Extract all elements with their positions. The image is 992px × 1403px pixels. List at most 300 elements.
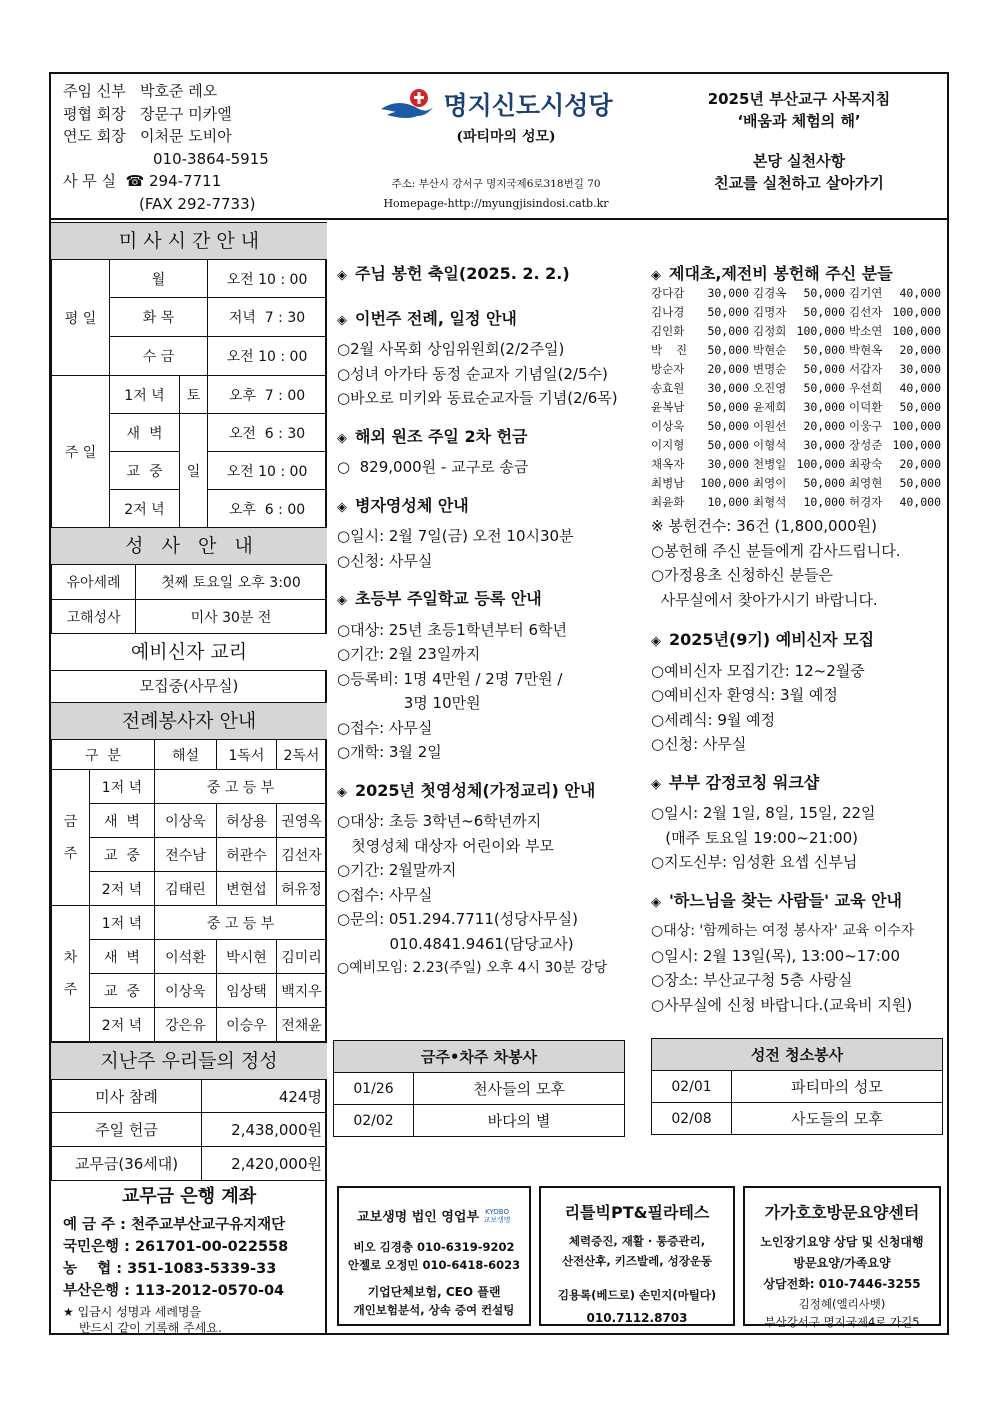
news-line: (매주 토요일 19:00~21:00) bbox=[651, 828, 859, 847]
cleaning-service-table bbox=[651, 1038, 943, 1135]
pastoral-title: 2025년 부산교구 사목지침 bbox=[707, 90, 891, 108]
pastoral-theme: ‘배움과 체험의 해’ bbox=[737, 112, 861, 130]
news-line: ○예비신자 환영식: 3월 예정 bbox=[651, 686, 838, 704]
bank-list bbox=[63, 1214, 325, 1336]
church-logo bbox=[341, 86, 651, 122]
donor-amount: 20,000 bbox=[803, 419, 845, 433]
role: 주임 신부 bbox=[63, 82, 126, 100]
donor-name: 이형석 bbox=[753, 438, 787, 452]
mass-table bbox=[51, 259, 327, 528]
news-line: ○개학: 3월 2일 bbox=[337, 743, 442, 761]
service-date: 01/26 bbox=[334, 1073, 414, 1105]
mass-time: 오전 6 : 30 bbox=[208, 414, 327, 452]
ad-title: 가가호호방문요양센터 bbox=[764, 1203, 920, 1222]
donor-name: 이웅구 bbox=[849, 419, 883, 433]
bank-name: 부산은행 : bbox=[63, 1283, 130, 1299]
donor-row bbox=[651, 493, 947, 512]
donor-name: 김인화 bbox=[651, 324, 685, 338]
donor-name: 송효원 bbox=[651, 381, 685, 395]
office-row bbox=[63, 170, 333, 193]
reader-2: 허유정 bbox=[276, 872, 326, 906]
liturgy-mass: 교 중 bbox=[90, 838, 155, 872]
news-title-text: 주님 봉헌 축일(2025. 2. 2.) bbox=[355, 264, 570, 283]
this-week-label: 금 주 bbox=[52, 770, 90, 906]
name: 박호준 레오 bbox=[140, 82, 218, 100]
news-line: ○예비신자 모집기간: 12~2월중 bbox=[651, 661, 865, 680]
news-line: ○지도신부: 임성환 요셉 신부님 bbox=[651, 853, 858, 871]
diamond-icon: ◈ bbox=[337, 499, 347, 515]
donor-amount: 50,000 bbox=[803, 286, 845, 300]
news-line: ○예비모임: 2.23(주일) 오후 4시 30분 강당 bbox=[337, 960, 608, 976]
mass-time: 오후 7 : 00 bbox=[208, 376, 327, 414]
donor-amount: 30,000 bbox=[707, 381, 749, 395]
bank-note: 반드시 같이 기록해 주세요. bbox=[79, 1321, 222, 1335]
ad-text: 산전산후, 키즈발레, 성장운동 bbox=[561, 1254, 713, 1268]
sacrament-name: 고해성사 bbox=[52, 600, 136, 635]
bank-row bbox=[63, 1236, 325, 1258]
donor-name: 이상욱 bbox=[651, 419, 685, 433]
header bbox=[51, 74, 947, 220]
ad-title: 교보생명 법인 영업부 bbox=[356, 1210, 480, 1225]
reader-2: 김선자 bbox=[276, 838, 326, 872]
news-title bbox=[651, 889, 947, 916]
news-title bbox=[337, 494, 637, 521]
donor-name: 박 진 bbox=[651, 343, 688, 357]
offering-title: 지난주 우리들의 정성 bbox=[51, 1042, 327, 1080]
news-title bbox=[337, 307, 637, 334]
diamond-icon: ◈ bbox=[651, 894, 661, 910]
donor-amount: 20,000 bbox=[899, 457, 941, 471]
mass-name: 1저 녁 bbox=[110, 376, 180, 414]
diamond-icon: ◈ bbox=[337, 784, 347, 800]
mass-title: 미 사 시 간 안 내 bbox=[51, 222, 327, 260]
bank-note: ★ 입금시 성명과 세례명을 bbox=[63, 1305, 202, 1319]
liturgy-table bbox=[51, 739, 327, 1042]
news-line: ○일시: 2월 13일(목), 13:00~17:00 bbox=[651, 946, 901, 965]
donor-name: 장성준 bbox=[849, 438, 883, 452]
mass-name: 2저 녁 bbox=[110, 490, 180, 528]
reader-1: 허관수 bbox=[216, 838, 276, 872]
next-week-label: 차 주 bbox=[52, 906, 90, 1042]
service-group: 사도들의 모후 bbox=[732, 1103, 943, 1135]
bank-row bbox=[63, 1258, 325, 1280]
bank-name: 국민은행 : bbox=[63, 1239, 130, 1255]
donor-amount: 50,000 bbox=[899, 400, 941, 414]
mass-name: 교 중 bbox=[110, 452, 180, 490]
name: 이처문 도비아 bbox=[140, 127, 232, 145]
office-phone: ☎ 294-7711 bbox=[125, 172, 222, 190]
donor-name: 윤복남 bbox=[651, 400, 685, 414]
reader-1: 이승우 bbox=[216, 1008, 276, 1042]
car-service-table bbox=[333, 1040, 625, 1137]
news-title-text: 부부 감정코칭 워크샵 bbox=[669, 772, 820, 792]
donor-list bbox=[651, 284, 947, 512]
news-title-text: 해외 원조 주일 2차 헌금 bbox=[355, 426, 528, 446]
donor-amount: 50,000 bbox=[803, 381, 845, 395]
donor-row bbox=[651, 474, 947, 493]
donor-amount: 30,000 bbox=[899, 362, 941, 376]
news-line: 3명 10만원 bbox=[337, 694, 481, 712]
news-title bbox=[651, 771, 947, 798]
fax: (FAX 292-7733) bbox=[139, 194, 256, 213]
offering-name: 주일 헌금 bbox=[52, 1113, 202, 1147]
donor-name: 최윤화 bbox=[651, 495, 685, 509]
donor-amount: 50,000 bbox=[707, 324, 749, 338]
offering-value: 424명 bbox=[202, 1080, 327, 1113]
donor-amount: 100,000 bbox=[700, 476, 749, 490]
liturgy-mass: 교 중 bbox=[90, 974, 155, 1008]
reader-1: 허상용 bbox=[216, 804, 276, 838]
diamond-icon: ◈ bbox=[337, 268, 347, 283]
offering-name: 교무금(36세대) bbox=[52, 1147, 202, 1181]
bank-account: 351-1083-5339-33 bbox=[127, 1261, 277, 1277]
news-title-text: 초등부 주일학교 등록 안내 bbox=[355, 589, 542, 608]
donor-name: 박현순 bbox=[753, 343, 787, 357]
donor-amount: 50,000 bbox=[707, 305, 749, 319]
service-group: 바다의 별 bbox=[414, 1105, 625, 1137]
news-line: 첫영성체 대상자 어린이와 부모 bbox=[337, 836, 554, 855]
donor-name: 강다감 bbox=[651, 286, 685, 300]
news-line: ○가정용초 신청하신 분들은 bbox=[651, 566, 834, 584]
donor-amount: 100,000 bbox=[892, 324, 941, 338]
donor-name: 윤제희 bbox=[753, 400, 787, 414]
donor-amount: 30,000 bbox=[803, 438, 845, 452]
bank-row bbox=[63, 1214, 325, 1236]
catechumen-value: 모집중(사무실) bbox=[51, 670, 327, 703]
bulletin-page bbox=[49, 72, 949, 1335]
donor-amount: 100,000 bbox=[892, 419, 941, 433]
donor-amount: 50,000 bbox=[707, 419, 749, 433]
donor-amount: 100,000 bbox=[892, 305, 941, 319]
reader-2: 전채윤 bbox=[276, 1008, 326, 1042]
ad-address: 부산강서구 명지국제4로 가길5 bbox=[764, 1315, 920, 1329]
liturgy-mass: 새 벽 bbox=[90, 804, 155, 838]
ad-title: 리틀빅PT&필라테스 bbox=[564, 1203, 710, 1222]
donor-name: 우선희 bbox=[849, 381, 883, 395]
liturgy-header: 2독서 bbox=[276, 740, 326, 770]
commentator: 김태린 bbox=[154, 872, 216, 906]
donor-amount: 50,000 bbox=[707, 343, 749, 357]
news-left-column bbox=[337, 262, 637, 981]
donor-row bbox=[651, 303, 947, 322]
mass-time: 저녁 7 : 30 bbox=[208, 298, 327, 337]
donor-amount: 30,000 bbox=[707, 286, 749, 300]
practice-text: 친교를 실천하고 살아가기 bbox=[714, 174, 884, 192]
liturgy-mass: 1저 녁 bbox=[90, 770, 155, 804]
news-line: ○일시: 2월 1일, 8일, 15일, 22일 bbox=[651, 804, 876, 822]
news-line: ○사무실에 신청 바랍니다.(교육비 지원) bbox=[651, 995, 913, 1014]
liturgy-mass: 1저 녁 bbox=[90, 906, 155, 940]
sunday-label: 주 일 bbox=[52, 376, 110, 528]
church-homepage[interactable]: Homepage-http://myungjisindosi.catb.kr bbox=[383, 197, 609, 210]
bank-name: 농 협 : bbox=[63, 1261, 123, 1277]
donor-name: 최병남 bbox=[651, 476, 685, 490]
donor-name: 박현옥 bbox=[849, 343, 883, 357]
donor-name: 서갑자 bbox=[849, 362, 883, 376]
ad-text: 노인장기요양 상담 및 신청대행 bbox=[760, 1235, 924, 1249]
donor-name: 이지형 bbox=[651, 438, 685, 452]
mass-time: 오전 10 : 00 bbox=[208, 260, 327, 298]
sacrament-time: 미사 30분 전 bbox=[136, 600, 327, 635]
ad-pilates bbox=[539, 1186, 735, 1326]
news-line: ○문의: 051.294.7711(성당사무실) bbox=[337, 910, 579, 928]
news-line: 010.4841.9461(담당교사) bbox=[337, 934, 574, 953]
staff-phone: 010-3864-5915 bbox=[153, 149, 269, 168]
bank-name: 예 금 주 : bbox=[63, 1217, 126, 1233]
liturgy-youth: 중 고 등 부 bbox=[154, 906, 326, 940]
mass-time: 오전 10 : 00 bbox=[208, 337, 327, 376]
donor-amount: 100,000 bbox=[892, 438, 941, 452]
donor-amount: 20,000 bbox=[899, 343, 941, 357]
sacrament-table bbox=[51, 564, 327, 635]
news-line: ○성녀 아가타 동정 순교자 기념일(2/5수) bbox=[337, 364, 608, 383]
donor-amount: 50,000 bbox=[707, 438, 749, 452]
bank-title: 교무금 은행 계좌 bbox=[121, 1186, 257, 1207]
news-line: ○장소: 부산교구청 5층 사랑실 bbox=[651, 971, 853, 989]
church-emblem-icon bbox=[379, 87, 435, 121]
donor-amount: 50,000 bbox=[803, 476, 845, 490]
news-line: ○등록비: 1명 4만원 / 2명 7만원 / bbox=[337, 669, 563, 688]
news-line: ○세례식: 9월 예정 bbox=[651, 710, 776, 729]
donor-name: 천병일 bbox=[753, 457, 787, 471]
donor-row bbox=[651, 360, 947, 379]
liturgy-youth: 중 고 등 부 bbox=[154, 770, 326, 804]
commentator: 이상욱 bbox=[154, 974, 216, 1008]
news-line: ○봉헌해 주신 분들에게 감사드립니다. bbox=[651, 541, 901, 560]
commentator: 이석환 bbox=[154, 940, 216, 974]
news-title-text: 이번주 전례, 일정 안내 bbox=[355, 308, 517, 328]
sacrament-name: 유아세례 bbox=[52, 565, 136, 600]
news-line: ○기간: 2월 23일까지 bbox=[337, 645, 481, 663]
liturgy-header: 구 분 bbox=[52, 740, 155, 770]
news-title bbox=[337, 262, 637, 289]
ad-contact: 비오 김경충 010-6319-9202 bbox=[353, 1240, 515, 1254]
staff-row bbox=[63, 103, 333, 126]
commentator: 이상욱 bbox=[154, 804, 216, 838]
role: 평협 회장 bbox=[63, 104, 126, 123]
donor-row bbox=[651, 436, 947, 455]
offering-value: 2,438,000원 bbox=[202, 1113, 327, 1147]
news-title-text: 제대초,제전비 봉헌해 주신 분들 bbox=[669, 264, 893, 283]
ad-contact: 김용록(베드로) 손민지(마틸다) bbox=[557, 1288, 717, 1302]
header-center bbox=[341, 86, 651, 210]
donor-row bbox=[651, 417, 947, 436]
diamond-icon: ◈ bbox=[337, 593, 347, 608]
news-line: ○접수: 사무실 bbox=[337, 718, 433, 737]
header-pastoral bbox=[651, 88, 947, 194]
reader-1: 박시현 bbox=[216, 940, 276, 974]
donor-row bbox=[651, 341, 947, 360]
donor-amount: 40,000 bbox=[899, 286, 941, 300]
bank-account: 261701-00-022558 bbox=[134, 1239, 289, 1255]
news-line: ○기간: 2월말까지 bbox=[337, 861, 457, 879]
left-column bbox=[51, 222, 327, 1335]
liturgy-header: 해설 bbox=[154, 740, 216, 770]
donor-row bbox=[651, 455, 947, 474]
donor-name: 김선자 bbox=[849, 305, 883, 319]
ad-contact: 김정혜(엘리사벳) bbox=[798, 1297, 886, 1311]
donor-amount: 50,000 bbox=[707, 400, 749, 414]
bank-account: 천주교부산교구유지재단 bbox=[131, 1217, 286, 1233]
donor-amount: 100,000 bbox=[796, 324, 845, 338]
reader-1: 임상택 bbox=[216, 974, 276, 1008]
news-line: ○접수: 사무실 bbox=[337, 885, 433, 904]
service-group: 파티마의 성모 bbox=[732, 1071, 943, 1103]
reader-2: 김미리 bbox=[276, 940, 326, 974]
ad-kyobo-header bbox=[339, 1206, 529, 1225]
donor-name: 이원선 bbox=[753, 419, 787, 433]
sacrament-time: 첫째 토요일 오후 3:00 bbox=[136, 565, 327, 600]
donor-amount: 50,000 bbox=[803, 305, 845, 319]
news-title-text: '하느님을 찾는 사람들' 교육 안내 bbox=[669, 890, 903, 910]
news-title bbox=[337, 587, 637, 614]
donor-amount: 30,000 bbox=[803, 400, 845, 414]
donor-name: 변명순 bbox=[753, 362, 787, 376]
mass-time: 오전 10 : 00 bbox=[208, 452, 327, 490]
reader-1: 변현섭 bbox=[216, 872, 276, 906]
service-date: 02/01 bbox=[652, 1071, 732, 1103]
practice-title: 본당 실천사항 bbox=[752, 152, 846, 170]
news-line: ○대상: '함께하는 여정 봉사자' 교육 이수자 bbox=[651, 923, 915, 939]
news-line: ○바오로 미키와 동료순교자들 기념(2/6목) bbox=[337, 389, 618, 407]
ad-text: 기업단체보험, CEO 플랜 bbox=[367, 1285, 501, 1299]
donor-amount: 20,000 bbox=[707, 362, 749, 376]
donor-name: 채옥자 bbox=[651, 457, 685, 471]
church-subtitle: (파티마의 성모) bbox=[456, 129, 556, 145]
donor-amount: 50,000 bbox=[803, 343, 845, 357]
donor-row bbox=[651, 284, 947, 303]
cleaning-title: 성전 청소봉사 bbox=[652, 1039, 943, 1071]
liturgy-mass: 2저 녁 bbox=[90, 872, 155, 906]
mass-day: 월 bbox=[110, 260, 208, 298]
donor-name: 최형석 bbox=[753, 495, 787, 509]
donor-name: 김정희 bbox=[753, 324, 787, 338]
mass-day: 화 목 bbox=[110, 298, 208, 337]
donor-row bbox=[651, 322, 947, 341]
commentator: 강은유 bbox=[154, 1008, 216, 1042]
weekday-label: 평 일 bbox=[52, 260, 110, 376]
offering-value: 2,420,000원 bbox=[202, 1147, 327, 1181]
news-title bbox=[651, 628, 947, 655]
office-label: 사 무 실 bbox=[63, 172, 117, 190]
staff-row bbox=[63, 125, 333, 148]
donor-amount: 30,000 bbox=[707, 457, 749, 471]
donor-name: 박소연 bbox=[849, 324, 883, 338]
sat-label: 토 bbox=[180, 376, 208, 414]
donor-amount: 40,000 bbox=[899, 381, 941, 395]
donor-name: 김기연 bbox=[849, 286, 883, 300]
sacrament-title: 성 사 안 내 bbox=[51, 527, 327, 565]
name: 장문구 미카엘 bbox=[140, 104, 232, 123]
donor-amount: 50,000 bbox=[899, 476, 941, 490]
ad-phone: 상담전화: 010-7446-3255 bbox=[763, 1277, 921, 1291]
ad-care-center bbox=[743, 1186, 941, 1329]
donor-amount: 10,000 bbox=[707, 495, 749, 509]
mass-name: 새 벽 bbox=[110, 414, 180, 452]
donor-row bbox=[651, 379, 947, 398]
news-line: ○대상: 초등 3학년~6학년까지 bbox=[337, 812, 542, 830]
news-right-column-lower bbox=[651, 514, 947, 1017]
diamond-icon: ◈ bbox=[337, 430, 347, 446]
bank-account: 113-2012-0570-04 bbox=[134, 1283, 285, 1299]
donor-amount: 50,000 bbox=[803, 362, 845, 376]
news-line: ○신청: 사무실 bbox=[651, 735, 747, 753]
donor-name: 방순자 bbox=[651, 362, 685, 376]
donor-name: 허경자 bbox=[849, 495, 883, 509]
donor-amount: 10,000 bbox=[803, 495, 845, 509]
news-title-text: 2025년(9기) 예비신자 모집 bbox=[669, 630, 875, 649]
ad-text: 방문요양/가족요양 bbox=[793, 1256, 891, 1270]
diamond-icon: ◈ bbox=[651, 268, 661, 283]
ad-text: 체력증진, 재활 · 통증관리, bbox=[568, 1234, 706, 1248]
news-line: ○2월 사목회 상임위원회(2/2주일) bbox=[337, 340, 565, 358]
liturgy-mass: 새 벽 bbox=[90, 940, 155, 974]
donor-name: 최영이 bbox=[753, 476, 787, 490]
ad-phone: 010.7112.8703 bbox=[586, 1311, 688, 1325]
diamond-icon: ◈ bbox=[651, 776, 661, 792]
news-line: ○신청: 사무실 bbox=[337, 551, 433, 570]
offering-name: 미사 참례 bbox=[52, 1080, 202, 1113]
catechumen-title: 예비신자 교리 bbox=[51, 633, 327, 671]
donor-name: 오진영 bbox=[753, 381, 787, 395]
diamond-icon: ◈ bbox=[651, 634, 661, 649]
church-address: 주소: 부산시 강서구 명지국제6로318번길 70 bbox=[391, 178, 601, 190]
mass-day: 수 금 bbox=[110, 337, 208, 376]
donor-row bbox=[651, 398, 947, 417]
commentator: 전수남 bbox=[154, 838, 216, 872]
donation-count: ※ 봉헌건수: 36건 (1,800,000원) bbox=[651, 517, 877, 535]
staff-row bbox=[63, 80, 333, 103]
news-title-text: 2025년 첫영성체(가정교리) 안내 bbox=[355, 780, 596, 800]
news-line: 사무실에서 찾아가시기 바랍니다. bbox=[651, 590, 878, 609]
donor-name: 김나경 bbox=[651, 305, 685, 319]
donor-amount: 40,000 bbox=[899, 495, 941, 509]
donor-name: 최영현 bbox=[849, 476, 883, 490]
donor-name: 김명자 bbox=[753, 305, 787, 319]
ad-contact: 안젤로 오정민 010-6418-6023 bbox=[347, 1258, 521, 1272]
car-title: 금주•차주 차봉사 bbox=[334, 1041, 625, 1073]
church-name: 명지신도시성당 bbox=[443, 91, 613, 120]
news-line: ○ 829,000원 - 교구로 송금 bbox=[337, 458, 529, 476]
donor-name: 김경옥 bbox=[753, 286, 787, 300]
service-date: 02/08 bbox=[652, 1103, 732, 1135]
news-title-text: 병자영성체 안내 bbox=[355, 495, 469, 515]
news-title bbox=[337, 425, 637, 452]
service-date: 02/02 bbox=[334, 1105, 414, 1137]
offering-table bbox=[51, 1079, 327, 1181]
kyobo-logo: KYOBO 교보생명 bbox=[483, 1207, 511, 1224]
role: 연도 회장 bbox=[63, 127, 126, 145]
ad-text: 개인보험분석, 상속 증여 컨설팅 bbox=[353, 1303, 515, 1317]
news-title bbox=[337, 779, 637, 806]
news-line: ○일시: 2월 7일(금) 오전 10시30분 bbox=[337, 527, 574, 545]
mass-time: 오후 6 : 00 bbox=[208, 490, 327, 528]
donor-name: 이덕환 bbox=[849, 400, 883, 414]
ad-kyobo bbox=[337, 1186, 531, 1326]
header-staff bbox=[63, 80, 333, 215]
service-group: 천사들의 모후 bbox=[414, 1073, 625, 1105]
diamond-icon: ◈ bbox=[337, 312, 347, 328]
donor-amount: 100,000 bbox=[796, 457, 845, 471]
donor-name: 최광숙 bbox=[849, 457, 883, 471]
bank-row bbox=[63, 1280, 325, 1302]
reader-2: 백지우 bbox=[276, 974, 326, 1008]
liturgy-header: 1독서 bbox=[216, 740, 276, 770]
reader-2: 권영옥 bbox=[276, 804, 326, 838]
sun-label: 일 bbox=[180, 414, 208, 528]
liturgy-mass: 2저 녁 bbox=[90, 1008, 155, 1042]
news-line: ○대상: 25년 초등1학년부터 6학년 bbox=[337, 620, 568, 639]
